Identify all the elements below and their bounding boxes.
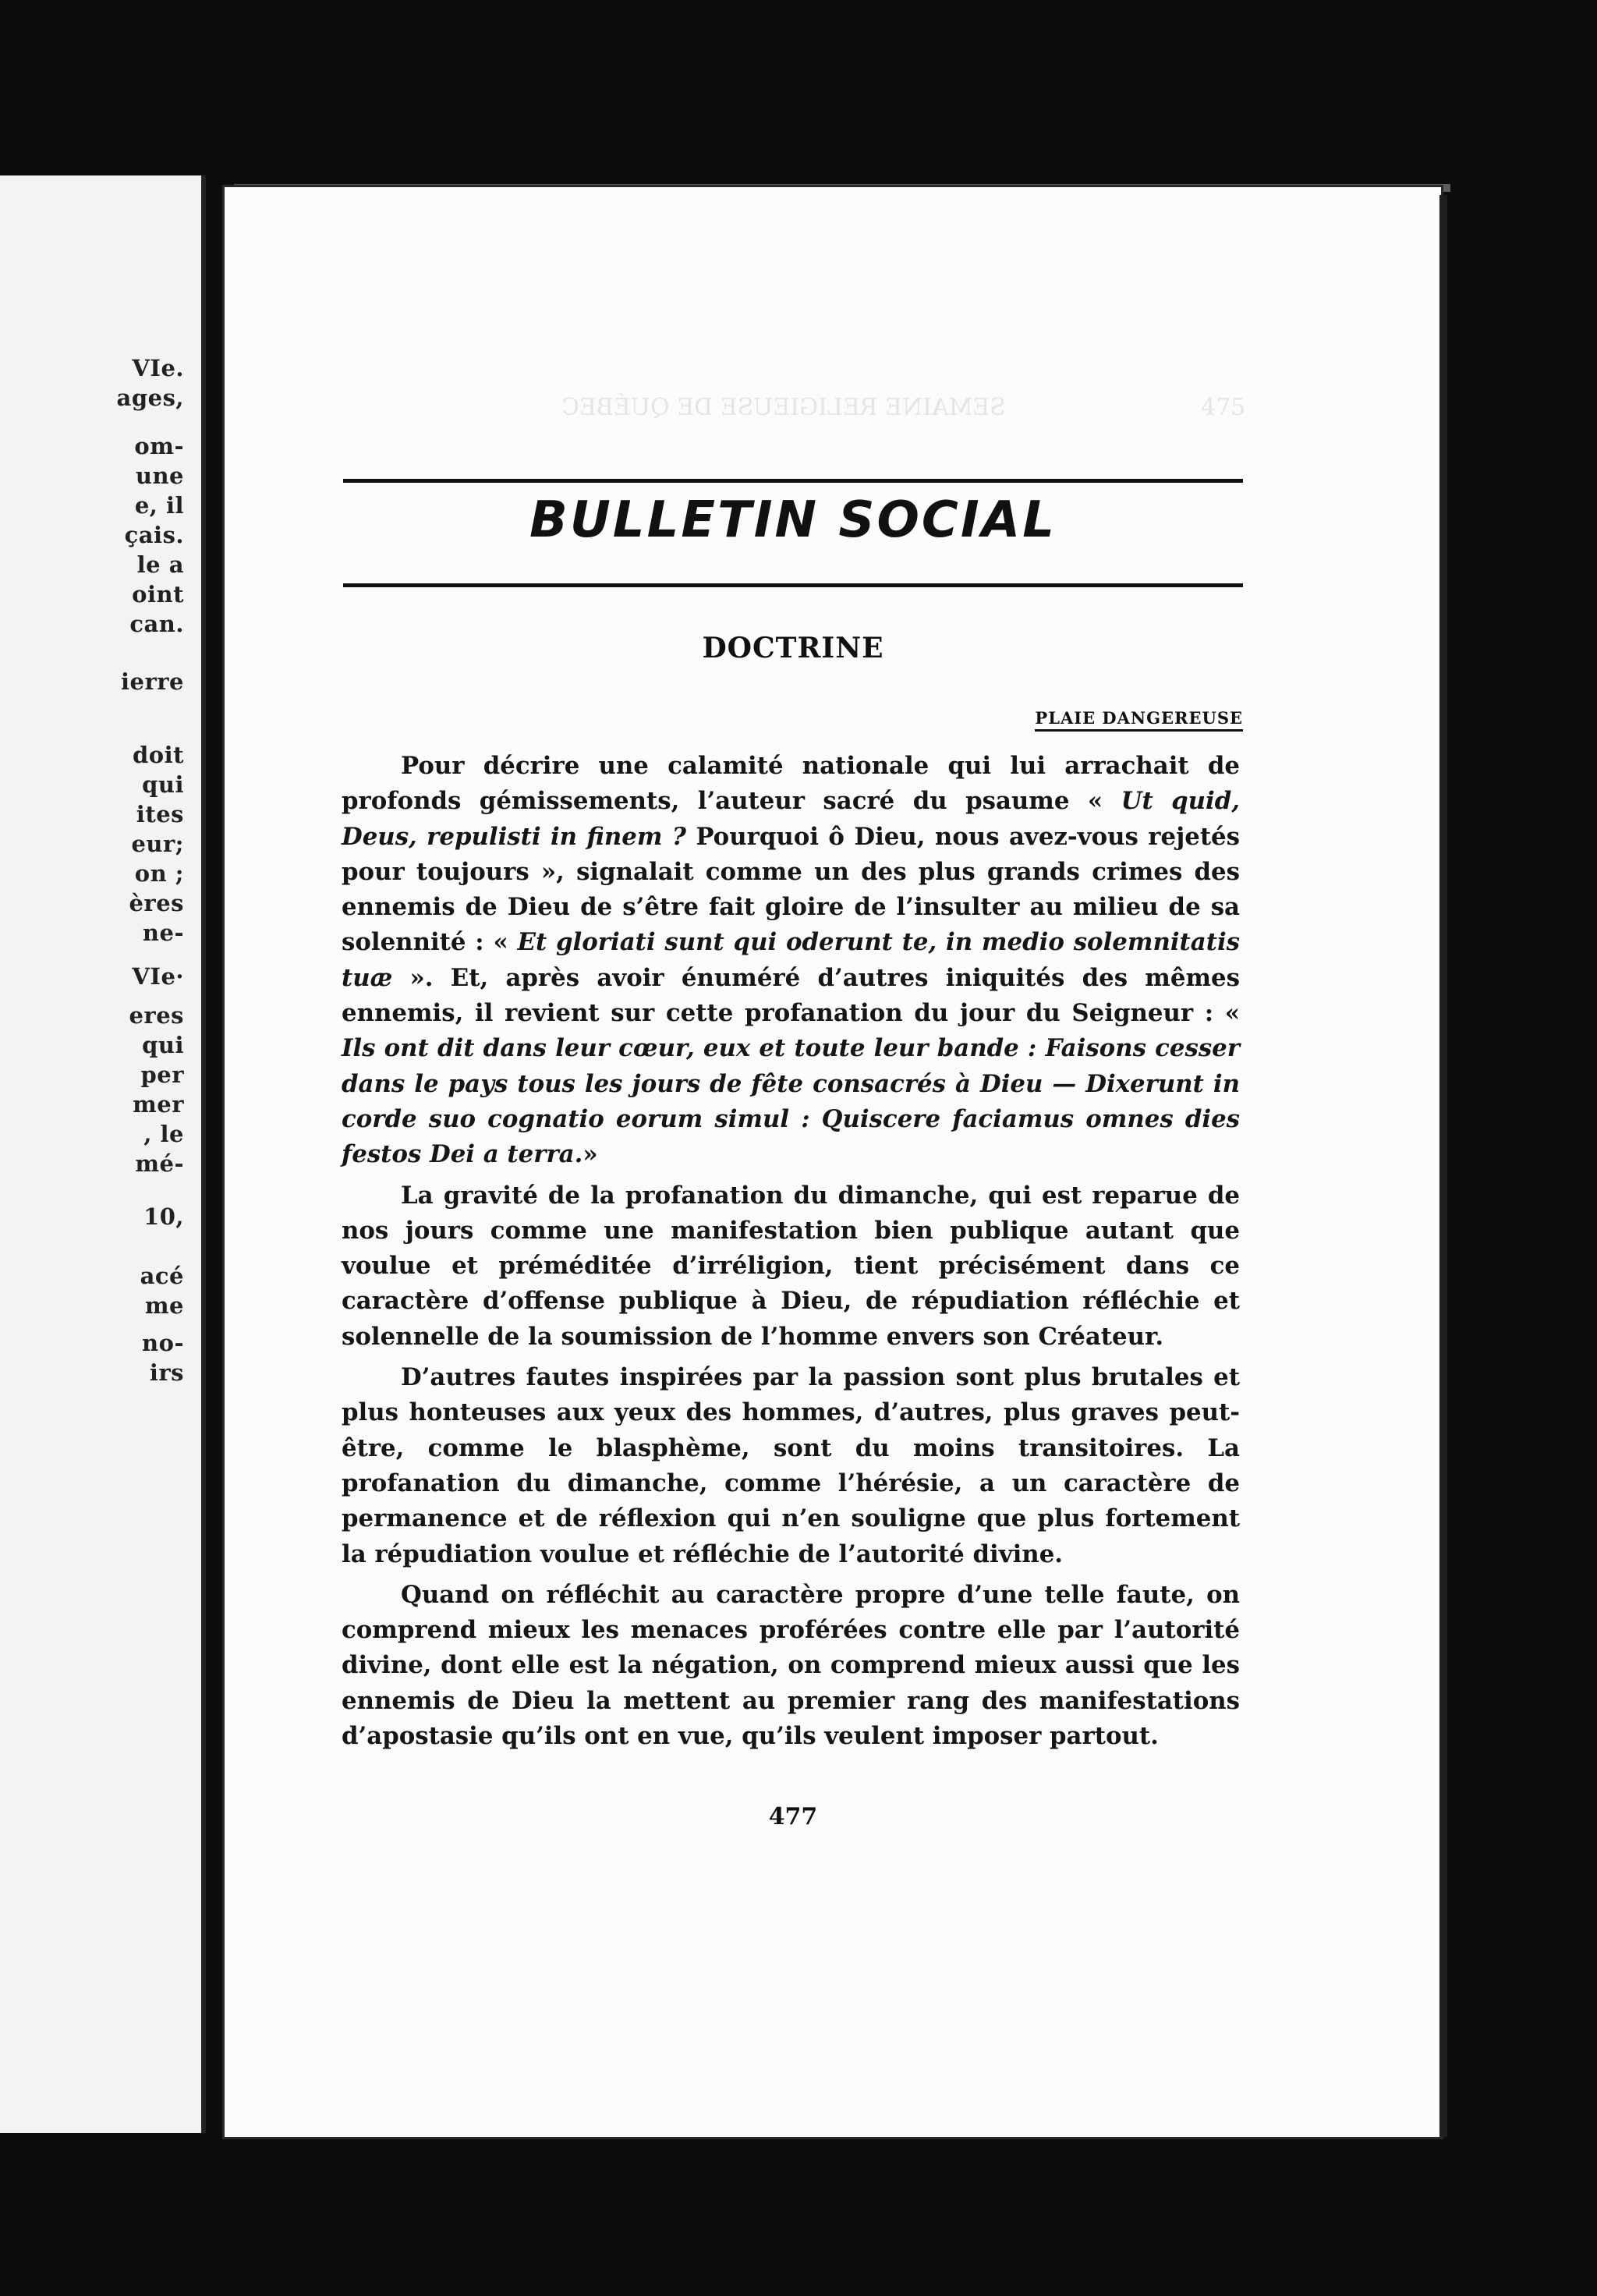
left-page-fragment: ages, — [116, 384, 184, 411]
left-page-fragment: no- — [142, 1330, 184, 1356]
left-page-fragment: me — [144, 1292, 184, 1319]
left-page-fragment: qui — [142, 771, 184, 798]
left-page-fragment: ierre — [121, 668, 184, 695]
show-through-line: SEMAINE RELIGIEUSE DE QUÉBEC — [561, 394, 1006, 421]
article-body — [342, 749, 1240, 1759]
left-facing-page — [0, 175, 204, 2133]
left-page-fragment: VIe· — [132, 963, 184, 990]
left-page-fragment: eres — [129, 1002, 184, 1029]
left-page-fragment: ères — [129, 890, 184, 916]
bulletin-title: BULLETIN SOCIAL — [529, 491, 1057, 549]
left-page-fragment: ne- — [142, 919, 184, 946]
left-page-fragment: doit — [132, 742, 184, 768]
left-page-fragment: oint — [132, 581, 184, 608]
left-page-fragment: 10, — [143, 1203, 184, 1230]
show-through-line: 475 — [1201, 394, 1246, 421]
left-page-fragment: , le — [143, 1121, 184, 1147]
page-number: 477 — [768, 1803, 818, 1830]
left-page-fragment: une — [135, 462, 184, 489]
left-page-fragment: ites — [136, 801, 184, 827]
section-heading: DOCTRINE — [702, 632, 884, 664]
paragraph-3: D’autres fautes inspirées par la passion sont plus brutales et plus honteuses aux yeux des hommes, d’autres, plus graves peut-être, comme le blasphème, sont du moins transitoires. La profanation du dimanche, comme l’hérésie, a un caractère de permanence et de réflexion qui n’en souligne que plus fortement la répudiation voulue et réfléchie de l’autorité divine. — [342, 1363, 1240, 1568]
paragraph-1: Pour décrire une calamité nationale qui lui arrachait de profonds gémissements, l’auteur sacré du psaume « Ut quid, Deus, repulisti in finem ? Pourquoi ô Dieu, nous avez-vous rejetés pour toujours », signalait comme un des plus grands crimes des ennemis de Dieu de s’être fait gloire de l’insulter au milieu de sa solennité : « Et gloriati sunt qui oderunt te, in medio solemnitatis tuæ ». Et, après avoir énuméré d’autres iniquités des mêmes ennemis, il revient sur cette profanation du jour du Seigneur : « Ils ont dit dans leur cœur, eux et toute leur bande : Faisons cesser dans le pays tous les jours de fête consacrés à Dieu — Dixerunt in corde suo cognatio eorum simul : Quiscere faciamus omnes dies festos Dei a terra.» — [342, 752, 1240, 1169]
left-page-fragment: per — [140, 1061, 184, 1088]
left-page-fragment: mer — [133, 1091, 184, 1118]
paragraph-4: Quand on réfléchit au caractère propre d’une telle faute, on comprend mieux les menaces proférées contre elle par l’autorité divine, dont elle est la négation, on comprend mieux aussi que les ennemis de Dieu la mettent au premier rang des manifestations d’apostasie qu’ils ont en vue, qu’ils veulent imposer partout. — [342, 1580, 1240, 1751]
left-page-fragment: irs — [149, 1359, 184, 1386]
left-page-fragment: qui — [142, 1032, 184, 1058]
left-page-fragment: eur; — [131, 831, 184, 857]
left-page-fragment: om- — [134, 433, 184, 459]
spine-shadow — [201, 175, 206, 2133]
title-bottom-rule — [343, 583, 1243, 587]
article-subheading: PLAIE DANGEREUSE — [1035, 708, 1243, 732]
left-page-fragment: VIe. — [132, 355, 184, 381]
left-page-fragment: can. — [129, 611, 184, 637]
page-right-edge — [1439, 195, 1447, 2137]
paragraph-2: La gravité de la profanation du dimanche, qui est reparue de nos jours comme une manifestation bien publique autant que voulue et préméditée d’irréligion, tient précisément dans ce caractère d’offense publique à Dieu, de répudiation réfléchie et solennelle de la soumission de l’homme envers son Créateur. — [342, 1181, 1240, 1351]
left-page-fragment: acé — [140, 1263, 184, 1289]
top-rule — [343, 479, 1243, 483]
left-page-fragment: on ; — [134, 860, 184, 887]
left-page-fragment: mé- — [135, 1150, 184, 1177]
left-page-fragment: le a — [136, 551, 184, 578]
left-page-fragment: çais. — [124, 522, 184, 548]
left-page-fragment: e, il — [134, 492, 184, 519]
